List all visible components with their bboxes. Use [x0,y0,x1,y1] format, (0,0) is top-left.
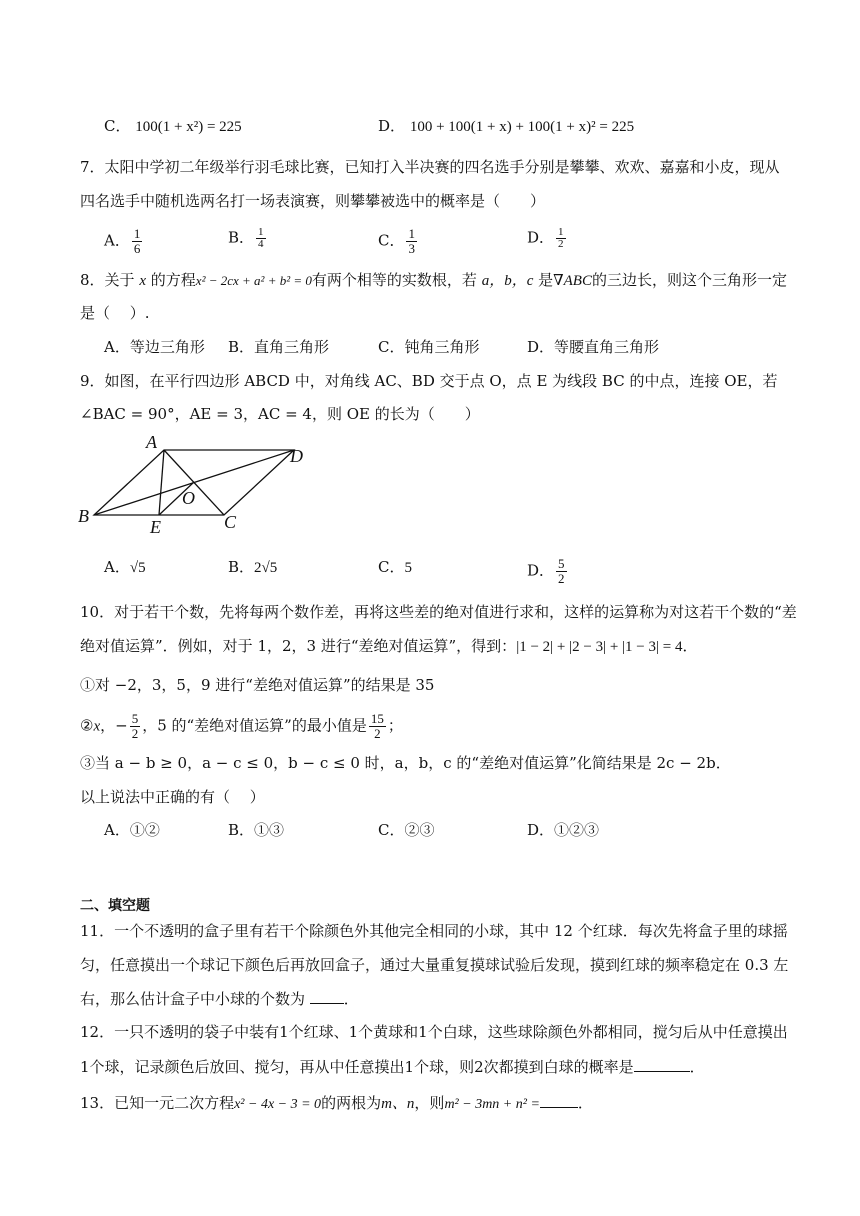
q6-option-d: D． 100 + 100(1 + x) + 100(1 + x)² = 225 [378,117,635,135]
q10-option-d: D．①②③ [527,821,600,839]
segment-ae [159,450,164,515]
fraction: $\frac{5}{2}$ [131,711,139,741]
q8-option-c: C．钝角三角形 [378,338,480,356]
label-c: C [224,512,237,532]
parallelogram-figure [74,430,314,540]
q12-line1: 12．一只不透明的袋子中装有1个红球、1个黄球和1个白球，这些球除颜色外都相同，搅匀后从中任意摸出 [80,1023,788,1041]
fraction: $\frac{1}{3}$ [408,226,415,256]
q8-line2: 是（ ）. [80,304,150,322]
q9-option-d: D． $\frac{5}{2}$ [527,556,565,586]
label-d: D [290,446,303,466]
fraction: $\frac{15}{2}$ [370,711,384,741]
q8-line1: 8．关于 x 的方程x² − 2cx + a² + b² = 0有两个相等的实数根，若 a，b，c 是∇ABC的三边长，则这个三角形一定 [80,271,787,289]
q7-option-a: A． $\frac{1}{6}$ [104,226,141,256]
label-e: E [150,517,161,537]
q6-option-c-expr: 100(1 + x²) = 225 [135,119,242,135]
q8-option-b: B．直角三角形 [228,338,330,356]
q10-option-b: B．①③ [228,821,285,839]
q6-option-d-expr: 100 + 100(1 + x) + 100(1 + x)² = 225 [409,119,635,135]
q7-option-b: B． $\frac{1}{4}$ [228,226,264,250]
q10-line1: 10．对于若干个数，先将每两个数作差，再将这些差的绝对值进行求和，这样的运算称为对这若干个数的“差 [80,603,797,621]
fraction: $\frac{5}{2}$ [558,556,565,586]
q13-line: 13．已知一元二次方程x² − 4x − 3 = 0的两根为m、n，则m² − 3mn + n² = ． [80,1094,593,1112]
fraction: $\frac{1}{4}$ [258,226,264,250]
label-b: B [78,506,89,526]
q10-statement-3: ③当 a − b ≥ 0，a − c ≤ 0，b − c ≤ 0 时，a，b，c 的“差绝对值运算”化简结果是 2c − 2b． [80,754,731,772]
q11-line3: 右，那么估计盒子中小球的个数为 ． [80,990,359,1008]
q9-option-c: C．5 [378,558,412,576]
q7-option-c: C． $\frac{1}{3}$ [378,226,415,256]
fraction: $\frac{1}{2}$ [558,226,564,250]
q10-ask: 以上说法中正确的有（ ） [80,788,265,806]
q10-statement-2: ②x，− $\frac{5}{2}$ ，5 的“差绝对值运算”的最小值是 $\frac{15}{2}$ ； [80,711,403,741]
q8-equation: x² − 2cx + a² + b² = 0 [195,273,312,288]
q8-option-a: A．等边三角形 [104,338,205,356]
q11-line2: 匀，任意摸出一个球记下颜色后再放回盒子，通过大量重复摸球试验后发现，摸到红球的频率稳定在 0.3 左 [80,956,789,974]
label-o: O [182,488,195,508]
label-a: A [146,432,157,452]
answer-blank[interactable] [540,1093,578,1108]
q9-option-b: B．2√5 [228,558,278,576]
q7-option-d: D． $\frac{1}{2}$ [527,226,564,250]
section-title: 二、填空题 [80,898,150,914]
q9-line2: ∠BAC = 90°，AE = 3，AC = 4，则 OE 的长为（ ） [80,405,480,423]
q10-statement-1: ①对 −2，3，5，9 进行“差绝对值运算”的结果是 35 [80,676,435,694]
q7-line1: 7．太阳中学初二年级举行羽毛球比赛，已知打入半决赛的四名选手分别是攀攀、欢欢、嘉嘉和小皮，现从 [80,158,780,176]
q11-line1: 11．一个不透明的盒子里有若干个除颜色外其他完全相同的小球，其中 12 个红球．每次先将盒子里的球摇 [80,922,788,940]
q6-option-c: C． 100(1 + x²) = 225 [104,117,242,135]
q12-line2: 1个球，记录颜色后放回、搅匀，再从中任意摸出1个球，则2次都摸到白球的概率是 ． [80,1058,705,1076]
q10-option-c: C．②③ [378,821,435,839]
q9-option-a: A．√5 [104,558,146,576]
answer-blank[interactable] [634,1057,690,1072]
q7-line2: 四名选手中随机选两名打一场表演赛，则攀攀被选中的概率是（ ） [80,192,546,210]
q8-option-d: D．等腰直角三角形 [527,338,660,356]
q10-line2: 绝对值运算”．例如，对于 1，2，3 进行“差绝对值运算”，得到：|1 − 2| + |2 − 3| + |1 − 3| = 4． [80,637,698,655]
q9-line1: 9．如图，在平行四边形 ABCD 中，对角线 AC、BD 交于点 O，点 E 为线段 BC 的中点，连接 OE，若 [80,372,778,390]
answer-blank[interactable] [310,989,344,1004]
fraction: $\frac{1}{6}$ [133,226,141,256]
q10-option-a: A．①② [104,821,160,839]
